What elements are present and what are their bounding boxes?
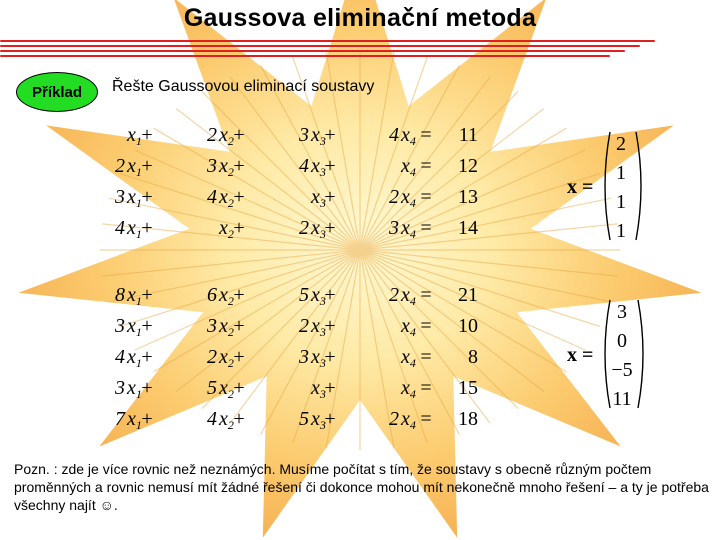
- solution-entries: [608, 130, 634, 246]
- plus-sign: +: [233, 284, 245, 306]
- coefficient: 6: [207, 284, 217, 306]
- right-paren: [636, 298, 650, 410]
- coefficient: 4: [299, 155, 309, 177]
- variable: $x_2$: [219, 124, 234, 148]
- solution-label: x =: [567, 176, 594, 198]
- variable: $x_1$: [127, 124, 142, 148]
- variable: $x_3$: [311, 284, 326, 308]
- coefficient: 2: [207, 346, 217, 368]
- plus-sign: +: [233, 377, 245, 399]
- example-badge: [16, 72, 98, 112]
- right-hand-side: 11: [458, 124, 478, 146]
- variable: $x_3$: [311, 377, 326, 401]
- plus-sign: +: [141, 315, 153, 337]
- variable: $x_1$: [127, 377, 142, 401]
- right-hand-side: 15: [458, 377, 478, 399]
- coefficient: 5: [299, 408, 309, 430]
- variable: $x_1$: [127, 315, 142, 339]
- plus-sign: +: [324, 186, 336, 208]
- variable: $x_4$: [401, 155, 416, 179]
- plus-sign: +: [324, 217, 336, 239]
- variable: $x_2$: [219, 346, 234, 370]
- variable: $x_4$: [401, 315, 416, 339]
- variable: $x_3$: [311, 124, 326, 148]
- coefficient: 2: [389, 408, 399, 430]
- page-title: Gaussova eliminační metoda: [183, 4, 537, 32]
- coefficient: 4: [207, 186, 217, 208]
- right-hand-side: 10: [458, 315, 478, 337]
- variable: $x_1$: [127, 217, 142, 241]
- plus-sign: +: [324, 124, 336, 146]
- variable: $x_3$: [311, 217, 326, 241]
- plus-sign: +: [141, 408, 153, 430]
- coefficient: 5: [299, 284, 309, 306]
- coefficient: 2: [207, 124, 217, 146]
- solution-entries: [608, 298, 636, 414]
- equals-sign: =: [420, 186, 432, 208]
- coefficient: 3: [115, 315, 125, 337]
- coefficient: 4: [207, 408, 217, 430]
- solution-entry: 11: [612, 388, 632, 410]
- coefficient: 8: [115, 284, 125, 306]
- plus-sign: +: [233, 315, 245, 337]
- variable: $x_2$: [219, 284, 234, 308]
- coefficient: 3: [299, 124, 309, 146]
- title-underline: [0, 45, 640, 47]
- right-paren: [634, 130, 648, 242]
- plus-sign: +: [233, 155, 245, 177]
- coefficient: 7: [115, 408, 125, 430]
- plus-sign: +: [233, 124, 245, 146]
- equals-sign: =: [420, 408, 432, 430]
- coefficient: 3: [389, 217, 399, 239]
- equals-sign: =: [420, 217, 432, 239]
- equals-sign: =: [420, 155, 432, 177]
- coefficient: 2: [299, 217, 309, 239]
- example-badge-label: Příklad: [31, 83, 83, 101]
- variable: $x_1$: [127, 155, 142, 179]
- plus-sign: +: [324, 315, 336, 337]
- plus-sign: +: [324, 408, 336, 430]
- variable: $x_4$: [401, 284, 416, 308]
- plus-sign: +: [141, 377, 153, 399]
- variable: $x_3$: [311, 186, 326, 210]
- right-hand-side: 18: [458, 408, 478, 430]
- variable: $x_1$: [127, 186, 142, 210]
- right-hand-side: 14: [458, 217, 478, 239]
- solution-entry: 2: [616, 133, 626, 155]
- variable: $x_2$: [219, 155, 234, 179]
- plus-sign: +: [141, 217, 153, 239]
- variable: $x_2$: [219, 315, 234, 339]
- variable: $x_4$: [401, 186, 416, 210]
- plus-sign: +: [141, 346, 153, 368]
- task-prompt: Řešte Gaussovou eliminací soustavy: [112, 78, 375, 95]
- plus-sign: +: [324, 155, 336, 177]
- solution-entry: −5: [611, 359, 633, 381]
- variable: $x_4$: [401, 124, 416, 148]
- coefficient: 3: [115, 377, 125, 399]
- plus-sign: +: [141, 186, 153, 208]
- variable: $x_1$: [127, 284, 142, 308]
- variable: $x_2$: [219, 217, 234, 241]
- variable: $x_2$: [219, 377, 234, 401]
- variable: $x_1$: [127, 408, 142, 432]
- title-underline: [0, 55, 610, 57]
- plus-sign: +: [233, 408, 245, 430]
- plus-sign: +: [324, 377, 336, 399]
- variable: $x_1$: [127, 346, 142, 370]
- title-underline: [0, 40, 655, 42]
- plus-sign: +: [141, 155, 153, 177]
- variable: $x_4$: [401, 408, 416, 432]
- plus-sign: +: [324, 346, 336, 368]
- coefficient: 2: [299, 315, 309, 337]
- variable: $x_4$: [401, 217, 416, 241]
- coefficient: 2: [389, 186, 399, 208]
- solution-entry: 0: [617, 330, 627, 352]
- coefficient: 3: [299, 346, 309, 368]
- right-hand-side: 13: [458, 186, 478, 208]
- plus-sign: +: [141, 124, 153, 146]
- equals-sign: =: [420, 377, 432, 399]
- right-hand-side: 21: [458, 284, 478, 306]
- solution-entry: 3: [617, 301, 627, 323]
- variable: $x_4$: [401, 377, 416, 401]
- variable: $x_3$: [311, 408, 326, 432]
- equals-sign: =: [420, 124, 432, 146]
- solution-label: x =: [567, 344, 594, 366]
- solution-entry: 1: [616, 191, 626, 213]
- equals-sign: =: [420, 315, 432, 337]
- plus-sign: +: [233, 186, 245, 208]
- coefficient: 3: [207, 155, 217, 177]
- variable: $x_3$: [311, 346, 326, 370]
- note-text: Pozn. : zde je více rovnic než neznámých. Musíme počítat s tím, že soustavy s obecně různým počtem proměnných a rovnic nemusí mít žádné řešení či dokonce mohou mít nekonečně mnoho řešení – a ty je potřeba všechny najít ☺.: [14, 461, 709, 513]
- solution-entry: 1: [616, 220, 626, 242]
- right-hand-side: 12: [458, 155, 478, 177]
- plus-sign: +: [233, 346, 245, 368]
- coefficient: 3: [207, 315, 217, 337]
- coefficient: 5: [207, 377, 217, 399]
- solution-entry: 1: [616, 162, 626, 184]
- coefficient: 4: [389, 124, 399, 146]
- plus-sign: +: [324, 284, 336, 306]
- variable: $x_3$: [311, 315, 326, 339]
- coefficient: 2: [115, 155, 125, 177]
- coefficient: 4: [115, 217, 125, 239]
- coefficient: 2: [389, 284, 399, 306]
- variable: $x_2$: [219, 408, 234, 432]
- right-hand-side: 8: [468, 346, 478, 368]
- variable: $x_2$: [219, 186, 234, 210]
- variable: $x_3$: [311, 155, 326, 179]
- plus-sign: +: [141, 284, 153, 306]
- coefficient: 3: [115, 186, 125, 208]
- title-underline: [0, 50, 625, 52]
- coefficient: 4: [115, 346, 125, 368]
- equals-sign: =: [420, 284, 432, 306]
- plus-sign: +: [233, 217, 245, 239]
- variable: $x_4$: [401, 346, 416, 370]
- equals-sign: =: [420, 346, 432, 368]
